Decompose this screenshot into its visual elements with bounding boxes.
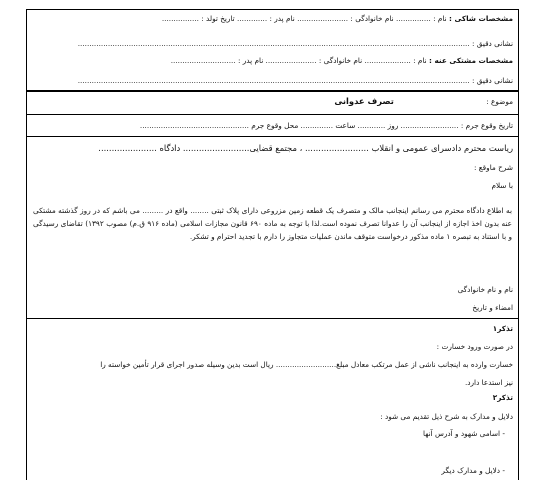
complainant-heading: مشخصات شاکی : <box>448 14 513 23</box>
section-divider <box>27 318 518 319</box>
subject-row <box>27 96 518 107</box>
addressee: ریاست محترم دادسرای عمومی و انقلاب ........................ ، مجتمع قضایی......................... دادگاه ...................... <box>98 143 513 153</box>
note1-line3: نیز استدعا دارد. <box>464 378 513 387</box>
subject-value: تصرف عدوانی <box>334 96 394 106</box>
complainant-fields-row <box>27 13 518 24</box>
note1-line2: خسارت وارده به اینجانب ناشی از عمل مرتکب معادل مبلغ.......................... ریال است بدین وسیله صدور اجرای قرار تأمین خواسته را <box>100 360 513 369</box>
complaint-form <box>26 9 519 480</box>
body-greeting: با سلام <box>491 181 513 190</box>
accused-address: نشانی دقیق : ......................................................................................................................................................................... <box>77 76 513 85</box>
crime-info: تاریخ وقوع جرم : ......................... روز ............ ساعت .............. محل وقوع جرم ............................................... <box>139 121 513 130</box>
note2-line1: دلایل و مدارک به شرح ذیل تقدیم می شود : <box>380 412 513 421</box>
bullet-dash: - <box>502 466 505 475</box>
subject-label: موضوع : <box>486 97 513 106</box>
evidence-item-other <box>27 465 518 476</box>
note2-title: تذکر۲ <box>492 393 513 402</box>
body-paragraph: به اطلاع دادگاه محترم می رسانم اینجانب مالک و متصرف یک قطعه زمین مزروعی دارای پلاک ثبتی ........ واقع در ......... می باشم که در روز گذشته مشتکی عنه بدون اخذ اجازه از اینجانب آن را عدوانا تصرف نموده است.لذا با توجه به ماده ۶۹۰ قانون مجازات اسلامی (ماده ۹۱۶ ق.م) مصوب ۱۳۹۲) تقاضای رسیدگی و با استناد به تبصره ۱ ماده مذکور درخواست متوقف ماندن عملیات متجاوز را دارم با تجدید احترام و تشکر. <box>33 206 512 241</box>
section-divider <box>27 90 518 92</box>
accused-fields: نام : .................... نام خانوادگی : ...................... نام پدر : ............................ <box>170 56 427 65</box>
accused-fields-row <box>27 55 518 66</box>
complainant-fields: نام : ............... نام خانوادگی : ...................... نام پدر : ............. تاریخ تولد : ................ <box>161 14 447 23</box>
evidence-item-label: اسامی شهود و آدرس آنها <box>423 429 501 438</box>
bullet-dash: - <box>502 429 505 438</box>
body-intro: شرح ماوقع : <box>474 163 513 172</box>
section-divider <box>27 136 518 137</box>
signature-sign: امضاء و تاریخ <box>472 303 513 312</box>
signature-name: نام و نام خانوادگی <box>457 285 513 294</box>
note1-line1: در صورت ورود خسارت : <box>436 342 513 351</box>
note1-title: تذکر۱ <box>492 324 513 333</box>
accused-heading: مشخصات مشتکی عنه : <box>429 56 513 65</box>
complainant-address: نشانی دقیق : ......................................................................................................................................................................... <box>77 39 513 48</box>
evidence-item-label: دلایل و مدارک دیگر <box>441 466 501 475</box>
section-divider <box>27 114 518 115</box>
evidence-item-witnesses <box>27 428 518 439</box>
